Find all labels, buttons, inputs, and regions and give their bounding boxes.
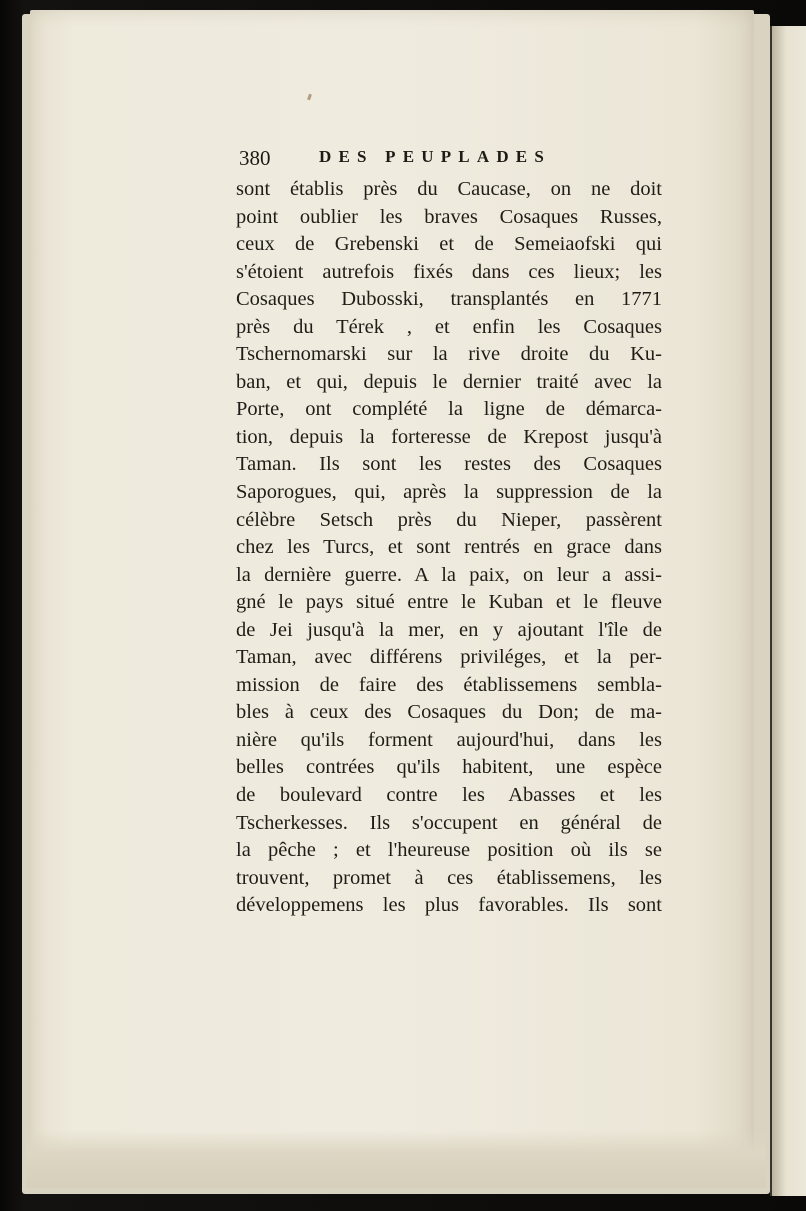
text-line: de Jei jusqu'à la mer, en y ajoutant l'île de [236, 618, 662, 641]
text-line: point oublier les braves Cosaques Russes, [236, 205, 662, 228]
text-line: Taman. Ils sont les restes des Cosaques [236, 453, 662, 476]
text-line: Tschernomarski sur la rive droite du Ku- [236, 343, 662, 366]
text-line: ban, et qui, depuis le dernier traité avec la [236, 370, 662, 393]
page-bottom-edge [26, 1130, 766, 1188]
text-line: de boulevard contre les Abasses et les [236, 784, 662, 807]
body-text [236, 176, 662, 920]
text-line: Saporogues, qui, après la suppression de la [236, 481, 662, 504]
text-line: la pêche ; et l'heureuse position où ils se [236, 839, 662, 862]
text-line: sont établis près du Caucase, on ne doit [236, 178, 662, 200]
text-line: belles contrées qu'ils habitent, une espèce [236, 756, 662, 779]
text-line: Cosaques Dubosski, transplantés en 1771 [236, 288, 662, 311]
text-line: nière qu'ils forment aujourd'hui, dans les [236, 728, 662, 751]
running-title: DES PEUPLADES [319, 147, 551, 166]
text-line: Porte, ont complété la ligne de démarca- [236, 398, 662, 421]
text-line: trouvent, promet à ces établissemens, les [236, 866, 662, 889]
text-line: développemens les plus favorables. Ils sont [236, 894, 662, 917]
text-line: ceux de Grebenski et de Semeiaofski qui [236, 233, 662, 256]
text-line: chez les Turcs, et sont rentrés en grace dans [236, 536, 662, 559]
text-line: Taman, avec différens priviléges, et la per- [236, 646, 662, 669]
text-line: mission de faire des établissemens sembla- [236, 673, 662, 696]
page-number: 380 [239, 146, 271, 170]
text-line: célèbre Setsch près du Nieper, passèrent [236, 508, 662, 531]
text-line: bles à ceux des Cosaques du Don; de ma- [236, 701, 662, 724]
text-line: s'étoient autrefois fixés dans ces lieux; les [236, 260, 662, 283]
text-line: près du Térek , et enfin les Cosaques [236, 315, 662, 338]
page-header [239, 146, 591, 174]
text-line: la dernière guerre. A la paix, on leur a assi- [236, 563, 662, 586]
text-line: gné le pays situé entre le Kuban et le fleuve [236, 591, 662, 614]
facing-page-edge [770, 26, 806, 1196]
text-line: tion, depuis la forteresse de Krepost jusqu'à [236, 425, 662, 448]
text-line: Tscherkesses. Ils s'occupent en général de [236, 811, 662, 834]
